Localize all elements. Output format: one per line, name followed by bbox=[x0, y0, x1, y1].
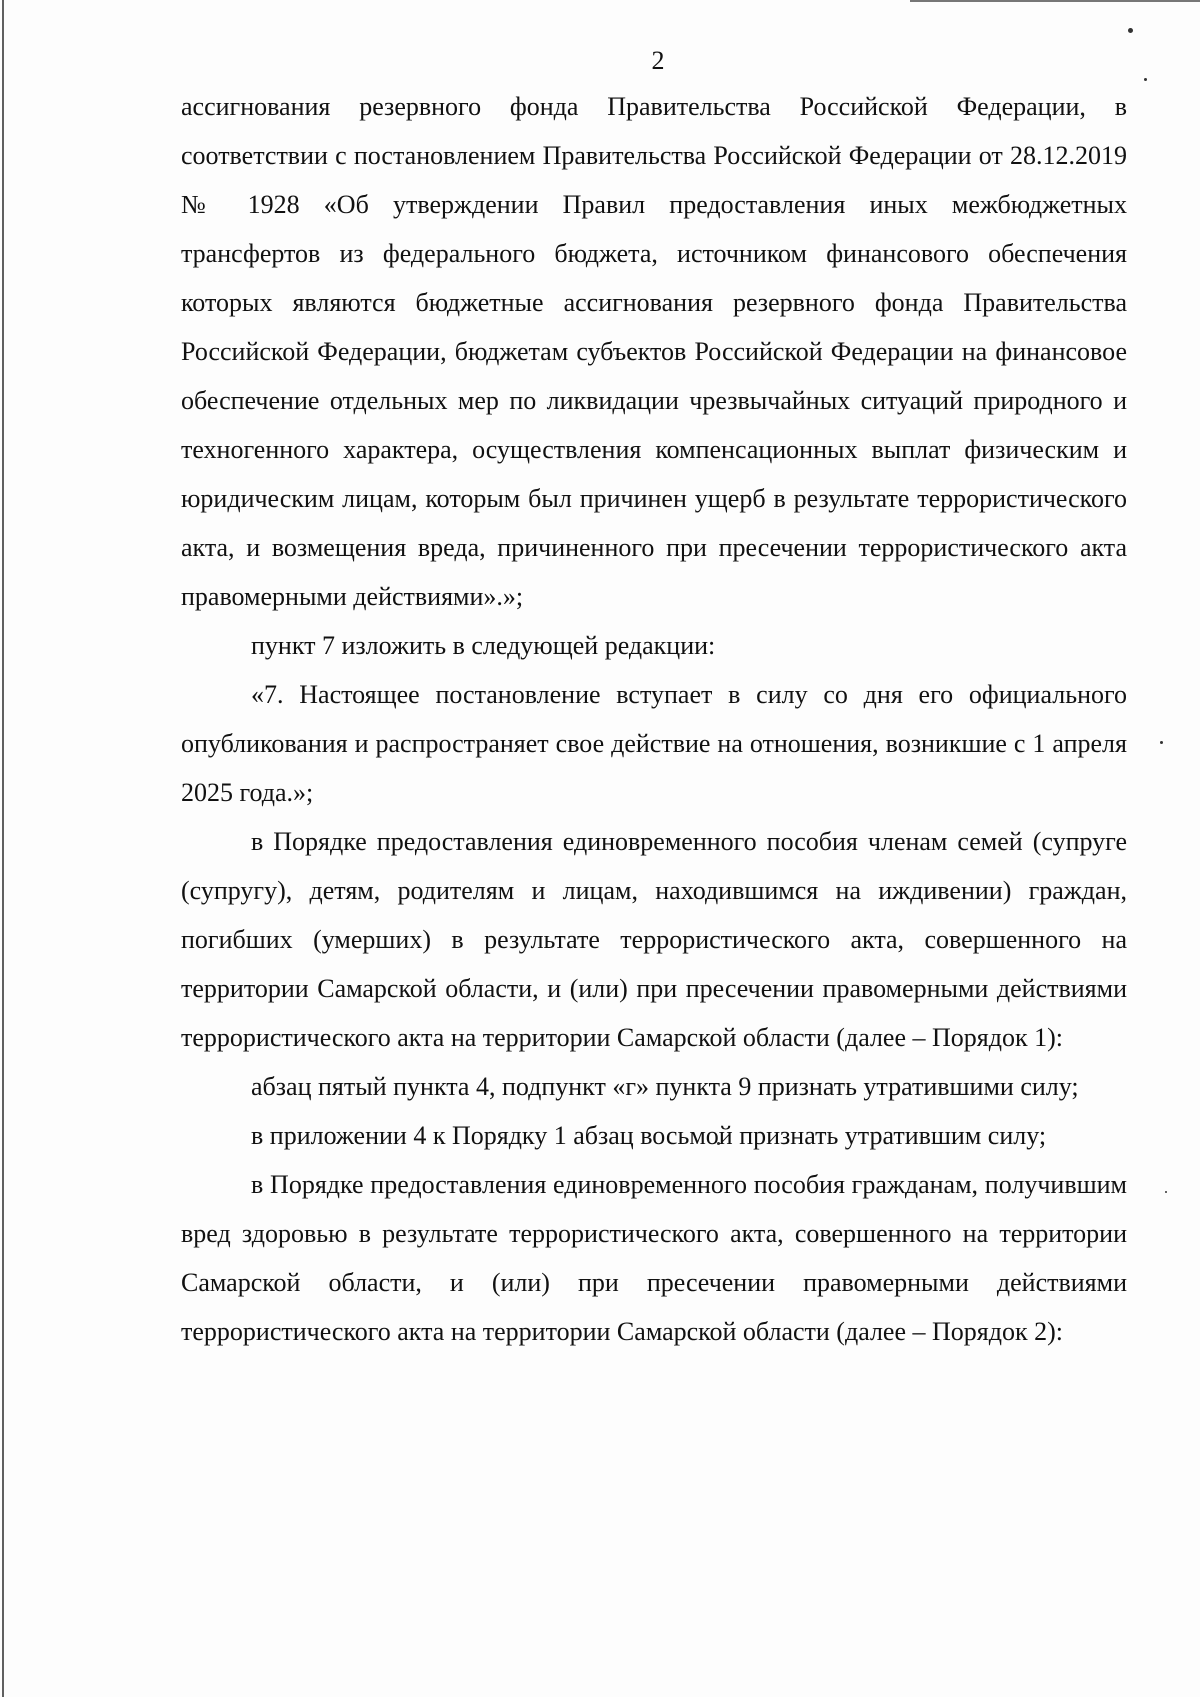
paragraph: ассигнования резервного фонда Правительства Российской Федерации, в соответствии с постановлением Правительства Российской Федерации от 28.12.2019 № 1928 «Об утверждении Правил предоставления иных межбюджетных трансфертов из федерального бюджета, источником финансового обеспечения которых являются бюджетные ассигнования резервного фонда Правительства Российской Федерации, бюджетам субъектов Российской Федерации на финансовое обеспечение отдельных мер по ликвидации чрезвычайных ситуаций природного и техногенного характера, осуществления компенсационных выплат физическим и юридическим лицам, которым был причинен ущерб в результате террористического акта, и возмещения вреда, причиненного при пресечении террористического акта правомерными действиями».»; bbox=[181, 92, 1127, 611]
document-body bbox=[181, 82, 1127, 1356]
scan-speck bbox=[1144, 78, 1147, 81]
paragraph: в приложении 4 к Порядку 1 абзац восьмой признать утратившим силу; bbox=[251, 1121, 1047, 1150]
paragraph: «7. Настоящее постановление вступает в силу со дня его официального опубликования и распространяет свое действие на отношения, возникшие с 1 апреля 2025 года.»; bbox=[181, 680, 1127, 807]
scan-speck bbox=[1165, 1191, 1167, 1193]
scan-left-edge bbox=[2, 0, 4, 1697]
paragraph: в Порядке предоставления единовременного пособия членам семей (супруге (супругу), детям, родителям и лицам, находившимся на иждивении) граждан, погибших (умерших) в результате террористического акта, совершенного на территории Самарской области, и (или) при пресечении правомерными действиями террористического акта на территории Самарской области (далее – Порядок 1): bbox=[181, 827, 1127, 1052]
scan-speck bbox=[1128, 28, 1133, 33]
page-number: 2 bbox=[651, 46, 665, 75]
scan-speck bbox=[1160, 741, 1163, 744]
scan-top-rule bbox=[910, 0, 1200, 2]
paragraph: в Порядке предоставления единовременного пособия гражданам, получившим вред здоровью в результате террористического акта, совершенного на территории Самарской области, и (или) при пресечении правомерными действиями террористического акта на территории Самарской области (далее – Порядок 2): bbox=[181, 1170, 1127, 1346]
paragraph: пункт 7 изложить в следующей редакции: bbox=[251, 631, 716, 660]
paragraph: абзац пятый пункта 4, подпункт «г» пункта 9 признать утратившими силу; bbox=[251, 1072, 1079, 1101]
